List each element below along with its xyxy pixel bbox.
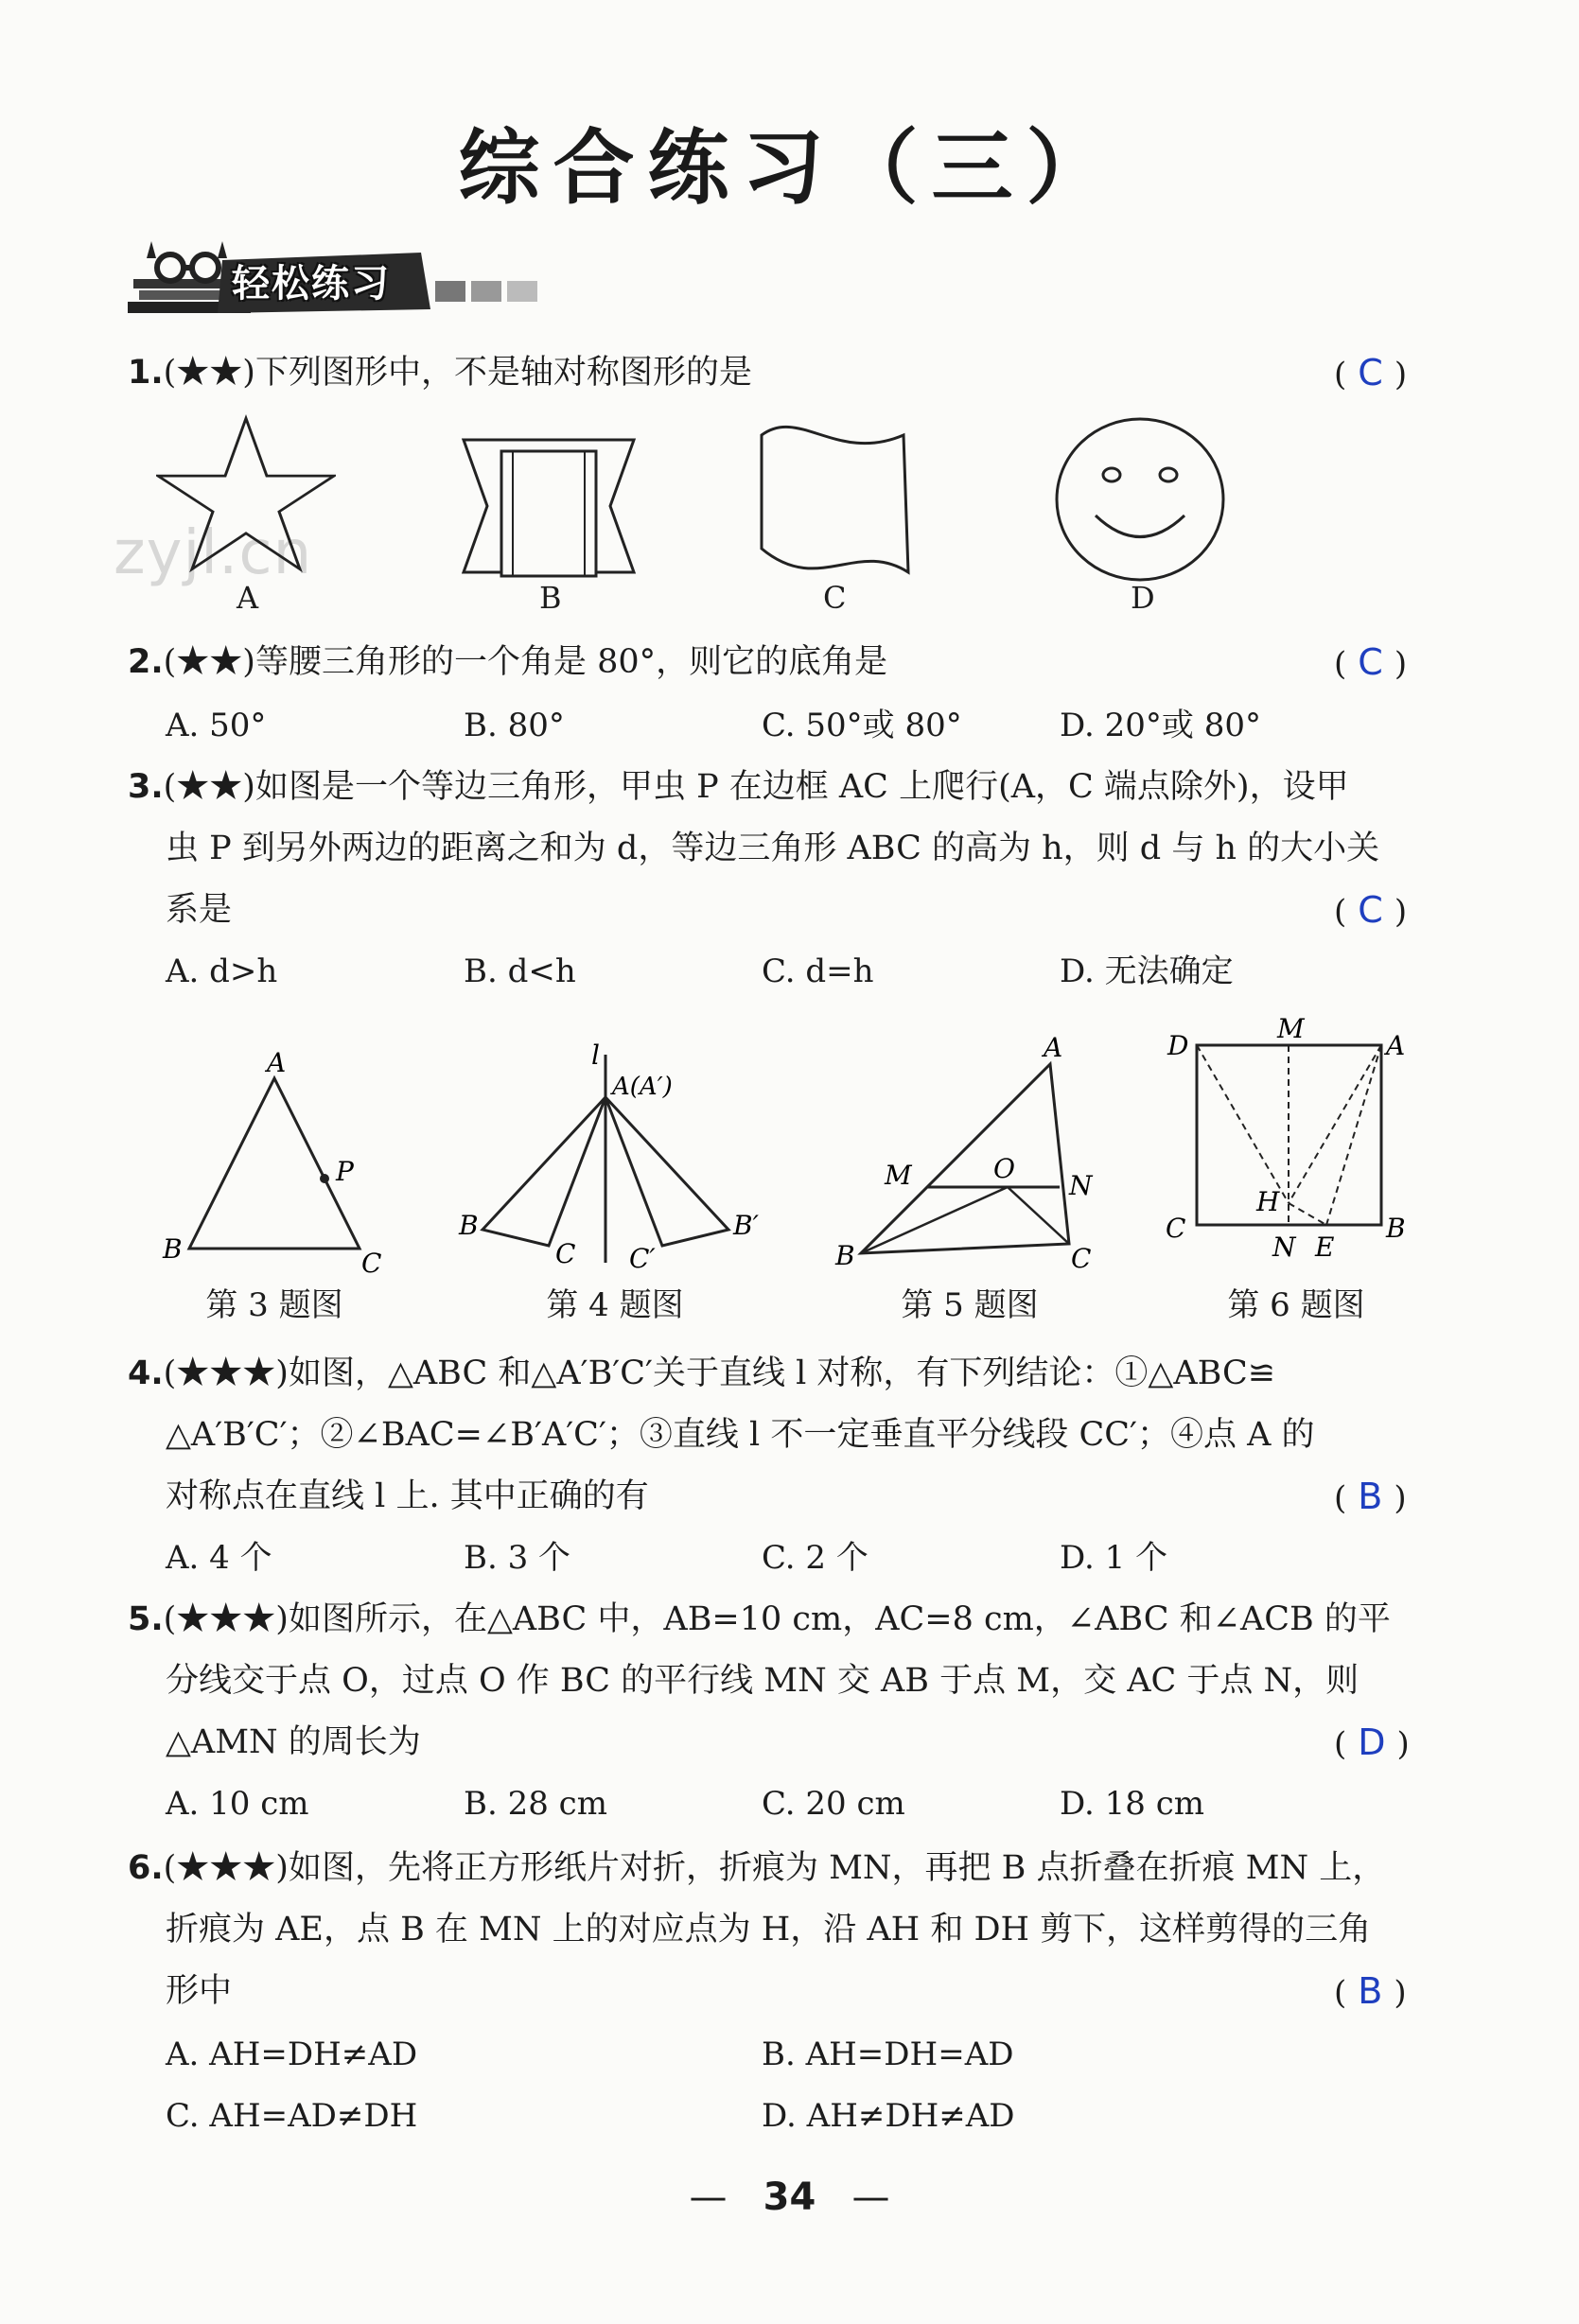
answer-2: C bbox=[1358, 641, 1383, 683]
page-title: 综合练习（三） bbox=[458, 121, 1121, 216]
question-6-line-3: 形中 bbox=[166, 1972, 233, 2010]
caption-fig-4: 第 4 题图 bbox=[546, 1286, 684, 1324]
q2-option-b: B. 80° bbox=[464, 707, 565, 744]
answer-6: B bbox=[1358, 1970, 1383, 2012]
q6-option-a: A. AH=DH≠AD bbox=[166, 2036, 418, 2073]
q6-option-c: C. AH=AD≠DH bbox=[166, 2097, 418, 2135]
question-6-line-1: 6.(★★★)如图，先将正方形纸片对折，折痕为 MN，再把 B 点折叠在折痕 MN 上， bbox=[128, 1849, 1386, 1887]
caption-fig-3: 第 3 题图 bbox=[205, 1286, 343, 1324]
answer-bracket-5: ( D ) bbox=[1334, 1721, 1410, 1763]
q2-option-d: D. 20°或 80° bbox=[1060, 707, 1261, 744]
fig1-label-a: A bbox=[237, 580, 259, 616]
fig1-label-c: C bbox=[823, 580, 847, 616]
answer-bracket-6: ( B ) bbox=[1334, 1970, 1407, 2012]
star-shape-icon bbox=[156, 414, 336, 585]
q4-option-c: C. 2 个 bbox=[762, 1539, 868, 1577]
caption-fig-5: 第 5 题图 bbox=[901, 1286, 1039, 1324]
section-label: 轻松练习 bbox=[232, 262, 391, 306]
q5-option-c: C. 20 cm bbox=[762, 1785, 905, 1823]
watermark: zyjl.cn bbox=[114, 518, 313, 588]
fig4-label-l: l bbox=[591, 1040, 600, 1071]
question-2: 2.(★★)等腰三角形的一个角是 80°，则它的底角是 bbox=[128, 643, 888, 681]
question-6-line-2: 折痕为 AE，点 B 在 MN 上的对应点为 H，沿 AH 和 DH 剪下，这样剪得的三角 bbox=[166, 1911, 1372, 1948]
figure-3-triangle bbox=[151, 1040, 416, 1277]
fig6-label-m: M bbox=[1277, 1013, 1305, 1044]
fig6-label-n: N bbox=[1272, 1232, 1296, 1263]
answer-3: C bbox=[1358, 889, 1383, 931]
q4-option-d: D. 1 个 bbox=[1060, 1539, 1168, 1577]
fig6-label-a: A bbox=[1386, 1030, 1406, 1061]
answer-bracket-1: ( C ) bbox=[1334, 352, 1408, 393]
question-5-line-3: △AMN 的周长为 bbox=[166, 1723, 421, 1761]
fig4-label-b: B bbox=[459, 1210, 479, 1241]
q3-option-d: D. 无法确定 bbox=[1060, 952, 1234, 990]
fig1-label-d: D bbox=[1131, 580, 1155, 616]
fig5-label-c: C bbox=[1071, 1243, 1092, 1274]
fig4-label-c: C bbox=[555, 1238, 576, 1269]
fig3-label-p: P bbox=[336, 1156, 354, 1187]
answer-1: C bbox=[1358, 352, 1383, 393]
question-3-line-2: 虫 P 到另外两边的距离之和为 d，等边三角形 ABC 的高为 h，则 d 与 h 的大小关 bbox=[166, 830, 1380, 867]
fig6-label-b: B bbox=[1386, 1213, 1406, 1244]
fig5-label-o: O bbox=[993, 1153, 1015, 1184]
fig5-label-n: N bbox=[1069, 1170, 1093, 1201]
fig3-label-a: A bbox=[267, 1047, 287, 1078]
folded-paper-shape-icon bbox=[454, 430, 643, 582]
figure-5-triangle bbox=[828, 1036, 1112, 1282]
q5-option-b: B. 28 cm bbox=[464, 1785, 607, 1823]
question-4-line-3: 对称点在直线 l 上. 其中正确的有 bbox=[166, 1477, 649, 1515]
q3-option-a: A. d>h bbox=[166, 952, 278, 990]
q2-option-a: A. 50° bbox=[166, 707, 267, 744]
fig6-label-c: C bbox=[1166, 1213, 1186, 1244]
answer-5: D bbox=[1358, 1721, 1386, 1763]
smiley-face-shape-icon bbox=[1050, 416, 1230, 586]
fig6-label-e: E bbox=[1315, 1232, 1335, 1263]
q5-option-a: A. 10 cm bbox=[166, 1785, 309, 1823]
question-1: 1.(★★)下列图形中，不是轴对称图形的是 bbox=[128, 354, 752, 392]
figure-6-square-fold bbox=[1154, 1012, 1438, 1282]
fig4-label-a: A(A′) bbox=[612, 1073, 673, 1101]
wave-flag-shape-icon bbox=[752, 416, 922, 582]
fig6-label-h: H bbox=[1256, 1186, 1280, 1217]
answer-4: B bbox=[1358, 1476, 1383, 1517]
q5-option-d: D. 18 cm bbox=[1060, 1785, 1205, 1823]
fig1-label-b: B bbox=[539, 580, 562, 616]
question-3-line-1: 3.(★★)如图是一个等边三角形，甲虫 P 在边框 AC 上爬行(A，C 端点除外)，设甲 bbox=[128, 768, 1349, 806]
question-3-line-3: 系是 bbox=[166, 891, 233, 929]
q3-option-b: B. d<h bbox=[464, 952, 576, 990]
fig4-label-b-prime: B′ bbox=[733, 1210, 759, 1241]
q2-option-c: C. 50°或 80° bbox=[762, 707, 962, 744]
fig3-label-b: B bbox=[163, 1233, 183, 1265]
answer-bracket-3: ( C ) bbox=[1334, 889, 1408, 931]
question-5-line-2: 分线交于点 O，过点 O 作 BC 的平行线 MN 交 AB 于点 M，交 AC 于点 N，则 bbox=[166, 1662, 1360, 1700]
fig5-label-b: B bbox=[835, 1240, 855, 1271]
fig6-label-d: D bbox=[1167, 1030, 1189, 1061]
question-4-line-2: △A′B′C′；②∠BAC=∠B′A′C′；③直线 l 不一定垂直平分线段 CC′；④点 A 的 bbox=[166, 1416, 1315, 1454]
q4-option-b: B. 3 个 bbox=[464, 1539, 571, 1577]
question-5-line-1: 5.(★★★)如图所示，在△ABC 中，AB=10 cm，AC=8 cm，∠ABC 和∠ACB 的平 bbox=[128, 1600, 1391, 1638]
q3-option-c: C. d=h bbox=[762, 952, 874, 990]
question-4-line-1: 4.(★★★)如图，△ABC 和△A′B′C′关于直线 l 对称，有下列结论：①△ABC≌ bbox=[128, 1354, 1276, 1392]
q4-option-a: A. 4 个 bbox=[166, 1539, 272, 1577]
fig3-label-c: C bbox=[361, 1248, 382, 1277]
answer-bracket-2: ( C ) bbox=[1334, 641, 1408, 683]
answer-bracket-4: ( B ) bbox=[1334, 1476, 1407, 1517]
page-number: — 34 — bbox=[689, 2175, 890, 2219]
figure-4-symmetry bbox=[449, 1036, 771, 1282]
fig5-label-a: A bbox=[1044, 1036, 1063, 1063]
caption-fig-6: 第 6 题图 bbox=[1227, 1286, 1365, 1324]
q6-option-b: B. AH=DH=AD bbox=[762, 2036, 1014, 2073]
fig4-label-c-prime: C′ bbox=[629, 1243, 656, 1274]
q6-option-d: D. AH≠DH≠AD bbox=[762, 2097, 1015, 2135]
fig5-label-m: M bbox=[885, 1160, 912, 1191]
